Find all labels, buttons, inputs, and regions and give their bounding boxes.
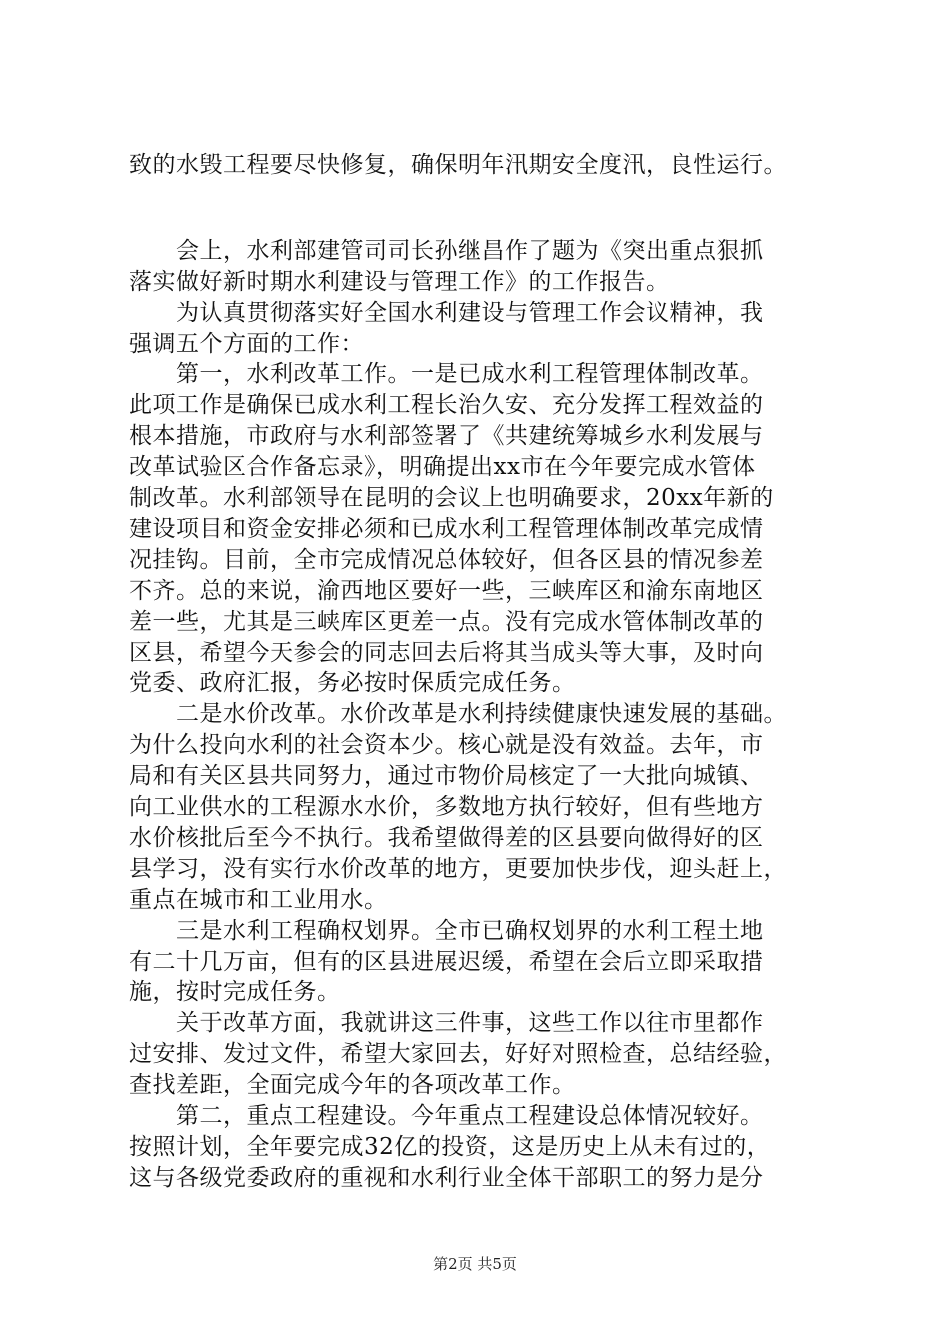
- text-line: 按照计划，全年要完成32亿的投资，这是历史上从未有过的，: [129, 1134, 771, 1160]
- text-line: 此项工作是确保已成水利工程长治久安、充分发挥工程效益的: [129, 392, 764, 418]
- text-line: 落实做好新时期水利建设与管理工作》的工作报告。: [129, 269, 670, 295]
- text-line: 根本措施，市政府与水利部签署了《共建统筹城乡水利发展与: [129, 423, 764, 449]
- text-line: 这与各级党委政府的重视和水利行业全体干部职工的努力是分: [129, 1165, 764, 1191]
- text-line: 有二十几万亩，但有的区县进展迟缓，希望在会后立即采取措: [129, 949, 764, 975]
- text-line: 不齐。总的来说，渝西地区要好一些，三峡库区和渝东南地区: [129, 578, 764, 604]
- paragraph-first-line: 二是水价改革。水价改革是水利持续健康快速发展的基础。: [176, 701, 787, 727]
- paragraph-first-line: 会上，水利部建管司司长孙继昌作了题为《突出重点狠抓: [176, 238, 764, 264]
- paragraph-first-line: 关于改革方面，我就讲这三件事，这些工作以往市里都作: [176, 1010, 764, 1036]
- text-line: 施，按时完成任务。: [129, 979, 341, 1005]
- text-line: 区县，希望今天参会的同志回去后将其当成头等大事，及时向: [129, 640, 764, 666]
- text-line: 强调五个方面的工作：: [129, 331, 364, 357]
- text-line: 为什么投向水利的社会资本少。核心就是没有效益。去年，市: [129, 732, 764, 758]
- text-line: 差一些，尤其是三峡库区更差一点。没有完成水管体制改革的: [129, 609, 764, 635]
- text-line: 重点在城市和工业用水。: [129, 887, 388, 913]
- text-line: 过安排、发过文件，希望大家回去，好好对照检查，总结经验，: [129, 1041, 787, 1067]
- text-line: 致的水毁工程要尽快修复，确保明年汛期安全度汛，良性运行。: [129, 152, 787, 178]
- text-line: 查找差距，全面完成今年的各项改革工作。: [129, 1072, 576, 1098]
- text-line: 况挂钩。目前，全市完成情况总体较好，但各区县的情况参差: [129, 547, 764, 573]
- text-line: 县学习，没有实行水价改革的地方，更要加快步伐，迎头赶上，: [129, 856, 787, 882]
- text-line: 水价核批后至今不执行。我希望做得差的区县要向做得好的区: [129, 825, 764, 851]
- text-line: 建设项目和资金安排必须和已成水利工程管理体制改革完成情: [129, 516, 764, 542]
- text-line: 制改革。水利部领导在昆明的会议上也明确要求，20xx年新的: [129, 485, 774, 511]
- text-line: 局和有关区县共同努力，通过市物价局核定了一大批向城镇、: [129, 763, 764, 789]
- paragraph-first-line: 第一，水利改革工作。一是已成水利工程管理体制改革。: [176, 361, 764, 387]
- text-line: 向工业供水的工程源水水价，多数地方执行较好，但有些地方: [129, 794, 764, 820]
- page-footer: 第2页 共5页: [433, 1255, 517, 1273]
- paragraph-first-line: 第二，重点工程建设。今年重点工程建设总体情况较好。: [176, 1103, 764, 1129]
- text-line: 党委、政府汇报，务必按时保质完成任务。: [129, 670, 576, 696]
- paragraph-first-line: 为认真贯彻落实好全国水利建设与管理工作会议精神，我: [176, 300, 764, 326]
- text-line: 改革试验区合作备忘录》，明确提出xx市在今年要完成水管体: [129, 454, 756, 480]
- paragraph-first-line: 三是水利工程确权划界。全市已确权划界的水利工程土地: [176, 918, 764, 944]
